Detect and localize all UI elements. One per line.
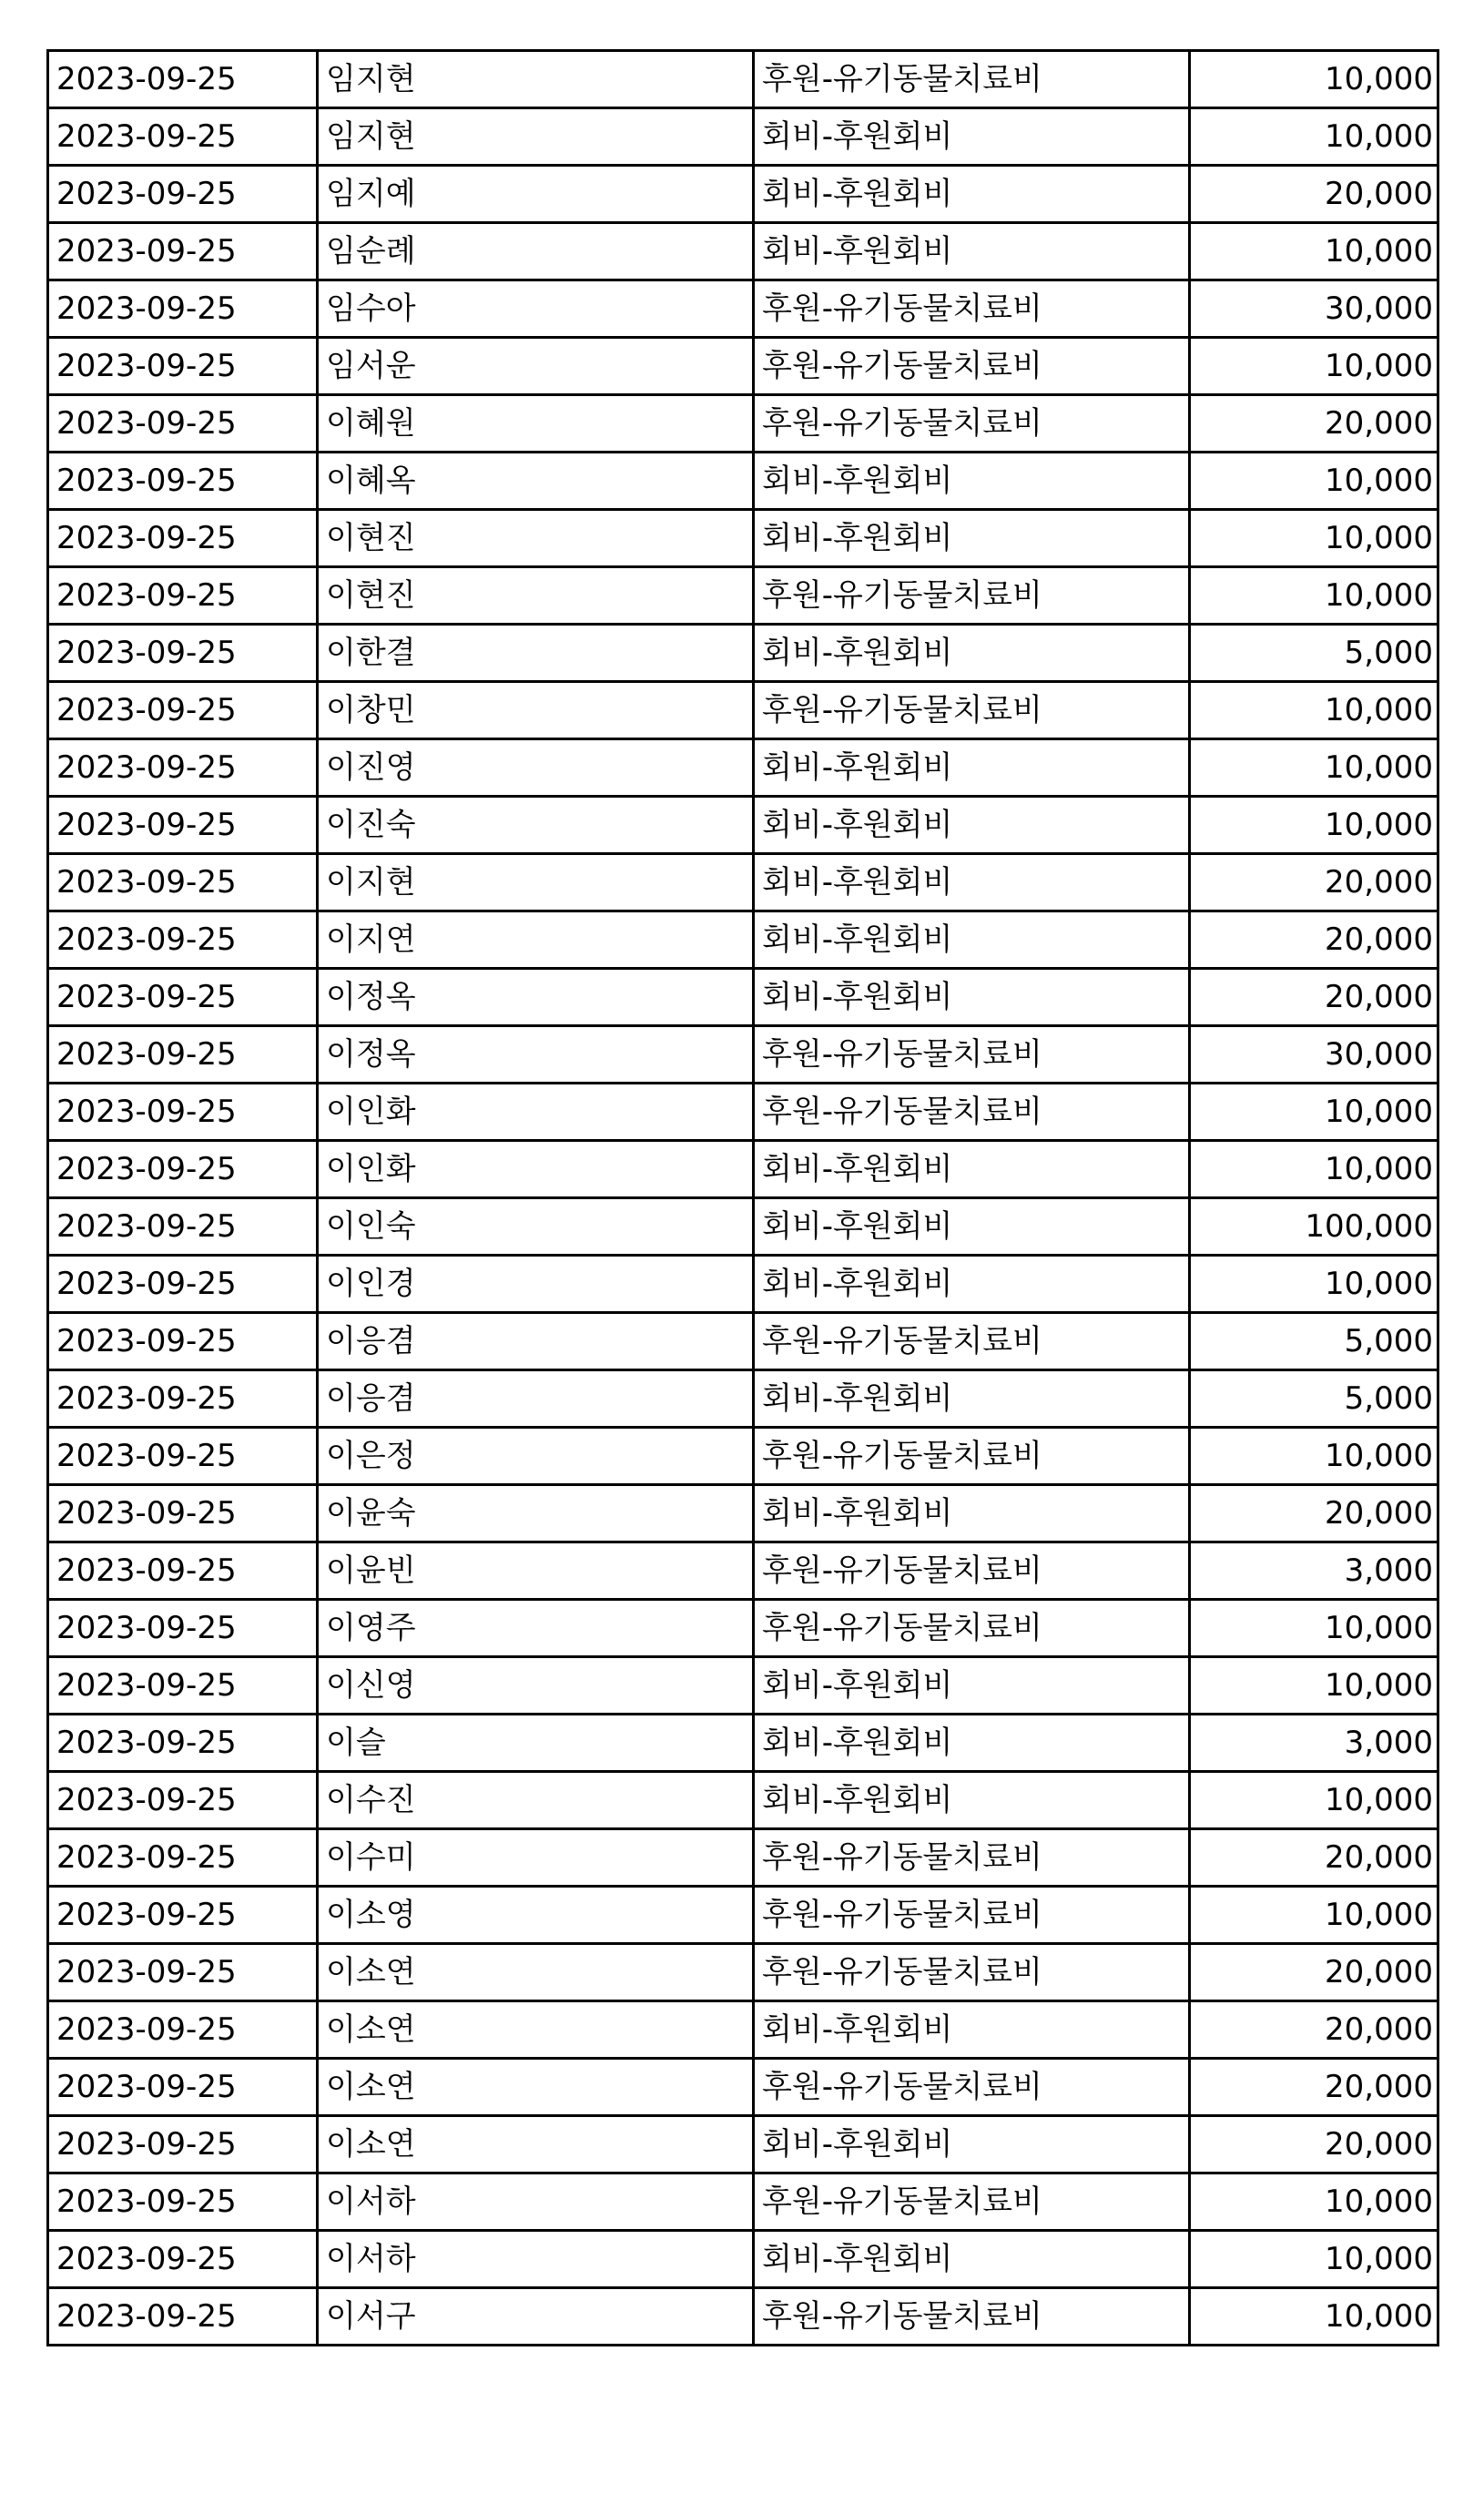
- table-row: [48, 911, 1438, 969]
- amount-cell: 20,000: [1190, 2116, 1438, 2173]
- date-cell: 2023-09-25: [48, 166, 318, 223]
- amount-cell: 10,000: [1190, 51, 1438, 108]
- donor-name-cell: 이서구: [318, 2288, 754, 2346]
- table-row: [48, 1141, 1438, 1198]
- category-cell: 회비-후원회비: [754, 108, 1190, 166]
- category-cell: 후원-유기동물치료비: [754, 51, 1190, 108]
- donor-name-cell: 이신영: [318, 1657, 754, 1715]
- donor-name-cell: 이한결: [318, 625, 754, 682]
- date-cell: 2023-09-25: [48, 51, 318, 108]
- category-cell: 후원-유기동물치료비: [754, 567, 1190, 625]
- table-row: [48, 280, 1438, 338]
- amount-cell: 10,000: [1190, 108, 1438, 166]
- donor-name-cell: 이소영: [318, 1887, 754, 1944]
- category-cell: 후원-유기동물치료비: [754, 1944, 1190, 2001]
- category-cell: 후원-유기동물치료비: [754, 2059, 1190, 2116]
- table-row: [48, 395, 1438, 453]
- amount-cell: 3,000: [1190, 1542, 1438, 1600]
- donor-name-cell: 이혜원: [318, 395, 754, 453]
- date-cell: 2023-09-25: [48, 223, 318, 280]
- amount-cell: 10,000: [1190, 2288, 1438, 2346]
- table-row: [48, 1715, 1438, 1772]
- donor-name-cell: 이수진: [318, 1772, 754, 1829]
- amount-cell: 20,000: [1190, 1829, 1438, 1887]
- donor-name-cell: 이진영: [318, 739, 754, 797]
- table-row: [48, 854, 1438, 911]
- donor-name-cell: 이인화: [318, 1141, 754, 1198]
- donor-name-cell: 이인경: [318, 1256, 754, 1313]
- date-cell: 2023-09-25: [48, 1772, 318, 1829]
- donor-name-cell: 이인숙: [318, 1198, 754, 1256]
- date-cell: 2023-09-25: [48, 1715, 318, 1772]
- category-cell: 회비-후원회비: [754, 911, 1190, 969]
- donor-name-cell: 이서하: [318, 2173, 754, 2231]
- donor-name-cell: 이슬: [318, 1715, 754, 1772]
- category-cell: 회비-후원회비: [754, 453, 1190, 510]
- table-row: [48, 1600, 1438, 1657]
- donor-name-cell: 임지현: [318, 51, 754, 108]
- date-cell: 2023-09-25: [48, 797, 318, 854]
- date-cell: 2023-09-25: [48, 1542, 318, 1600]
- category-cell: 후원-유기동물치료비: [754, 1829, 1190, 1887]
- amount-cell: 20,000: [1190, 969, 1438, 1026]
- amount-cell: 20,000: [1190, 2001, 1438, 2059]
- category-cell: 회비-후원회비: [754, 1657, 1190, 1715]
- amount-cell: 10,000: [1190, 1428, 1438, 1485]
- category-cell: 후원-유기동물치료비: [754, 1600, 1190, 1657]
- category-cell: 회비-후원회비: [754, 1141, 1190, 1198]
- date-cell: 2023-09-25: [48, 625, 318, 682]
- donor-name-cell: 이응겸: [318, 1313, 754, 1370]
- category-cell: 회비-후원회비: [754, 510, 1190, 567]
- category-cell: 후원-유기동물치료비: [754, 1542, 1190, 1600]
- date-cell: 2023-09-25: [48, 969, 318, 1026]
- category-cell: 회비-후원회비: [754, 166, 1190, 223]
- date-cell: 2023-09-25: [48, 854, 318, 911]
- amount-cell: 10,000: [1190, 1084, 1438, 1141]
- amount-cell: 10,000: [1190, 510, 1438, 567]
- date-cell: 2023-09-25: [48, 911, 318, 969]
- date-cell: 2023-09-25: [48, 1313, 318, 1370]
- donor-name-cell: 이소연: [318, 1944, 754, 2001]
- table-row: [48, 338, 1438, 395]
- donor-name-cell: 이창민: [318, 682, 754, 739]
- category-cell: 회비-후원회비: [754, 1772, 1190, 1829]
- donor-name-cell: 임지현: [318, 108, 754, 166]
- category-cell: 후원-유기동물치료비: [754, 338, 1190, 395]
- table-row: [48, 2231, 1438, 2288]
- amount-cell: 5,000: [1190, 625, 1438, 682]
- donor-name-cell: 이정옥: [318, 969, 754, 1026]
- category-cell: 후원-유기동물치료비: [754, 682, 1190, 739]
- donor-name-cell: 임수아: [318, 280, 754, 338]
- table-row: [48, 1829, 1438, 1887]
- category-cell: 후원-유기동물치료비: [754, 1428, 1190, 1485]
- table-row: [48, 510, 1438, 567]
- date-cell: 2023-09-25: [48, 2288, 318, 2346]
- date-cell: 2023-09-25: [48, 682, 318, 739]
- date-cell: 2023-09-25: [48, 1256, 318, 1313]
- date-cell: 2023-09-25: [48, 2231, 318, 2288]
- date-cell: 2023-09-25: [48, 567, 318, 625]
- amount-cell: 10,000: [1190, 338, 1438, 395]
- donation-ledger-table: [46, 49, 1439, 2346]
- amount-cell: 20,000: [1190, 854, 1438, 911]
- donor-name-cell: 이소연: [318, 2059, 754, 2116]
- donor-name-cell: 이서하: [318, 2231, 754, 2288]
- amount-cell: 30,000: [1190, 280, 1438, 338]
- donor-name-cell: 이소연: [318, 2116, 754, 2173]
- table-row: [48, 1370, 1438, 1428]
- amount-cell: 10,000: [1190, 1887, 1438, 1944]
- date-cell: 2023-09-25: [48, 1485, 318, 1542]
- table-row: [48, 166, 1438, 223]
- donor-name-cell: 이응겸: [318, 1370, 754, 1428]
- category-cell: 회비-후원회비: [754, 1485, 1190, 1542]
- donor-name-cell: 이진숙: [318, 797, 754, 854]
- amount-cell: 10,000: [1190, 1256, 1438, 1313]
- date-cell: 2023-09-25: [48, 280, 318, 338]
- category-cell: 회비-후원회비: [754, 854, 1190, 911]
- date-cell: 2023-09-25: [48, 453, 318, 510]
- table-row: [48, 1256, 1438, 1313]
- category-cell: 회비-후원회비: [754, 1198, 1190, 1256]
- amount-cell: 3,000: [1190, 1715, 1438, 1772]
- date-cell: 2023-09-25: [48, 108, 318, 166]
- amount-cell: 30,000: [1190, 1026, 1438, 1084]
- amount-cell: 20,000: [1190, 1485, 1438, 1542]
- date-cell: 2023-09-25: [48, 1887, 318, 1944]
- amount-cell: 5,000: [1190, 1313, 1438, 1370]
- donor-name-cell: 임서운: [318, 338, 754, 395]
- table-row: [48, 2288, 1438, 2346]
- amount-cell: 10,000: [1190, 223, 1438, 280]
- table-row: [48, 625, 1438, 682]
- donor-name-cell: 이은정: [318, 1428, 754, 1485]
- table-row: [48, 453, 1438, 510]
- donor-name-cell: 이현진: [318, 567, 754, 625]
- table-row: [48, 739, 1438, 797]
- donor-name-cell: 이윤빈: [318, 1542, 754, 1600]
- date-cell: 2023-09-25: [48, 510, 318, 567]
- donor-name-cell: 이소연: [318, 2001, 754, 2059]
- amount-cell: 10,000: [1190, 2173, 1438, 2231]
- donor-name-cell: 이영주: [318, 1600, 754, 1657]
- table-row: [48, 969, 1438, 1026]
- category-cell: 회비-후원회비: [754, 1715, 1190, 1772]
- category-cell: 회비-후원회비: [754, 969, 1190, 1026]
- amount-cell: 20,000: [1190, 1944, 1438, 2001]
- date-cell: 2023-09-25: [48, 1600, 318, 1657]
- amount-cell: 10,000: [1190, 2231, 1438, 2288]
- table-row: [48, 1887, 1438, 1944]
- date-cell: 2023-09-25: [48, 1944, 318, 2001]
- amount-cell: 10,000: [1190, 453, 1438, 510]
- date-cell: 2023-09-25: [48, 1657, 318, 1715]
- donor-name-cell: 이현진: [318, 510, 754, 567]
- donor-name-cell: 이지연: [318, 911, 754, 969]
- table-row: [48, 1657, 1438, 1715]
- amount-cell: 20,000: [1190, 395, 1438, 453]
- table-row: [48, 51, 1438, 108]
- donor-name-cell: 임지예: [318, 166, 754, 223]
- date-cell: 2023-09-25: [48, 395, 318, 453]
- amount-cell: 20,000: [1190, 166, 1438, 223]
- category-cell: 회비-후원회비: [754, 1370, 1190, 1428]
- date-cell: 2023-09-25: [48, 1428, 318, 1485]
- amount-cell: 10,000: [1190, 567, 1438, 625]
- date-cell: 2023-09-25: [48, 1141, 318, 1198]
- table-row: [48, 1944, 1438, 2001]
- date-cell: 2023-09-25: [48, 739, 318, 797]
- date-cell: 2023-09-25: [48, 2173, 318, 2231]
- donor-name-cell: 이수미: [318, 1829, 754, 1887]
- table-row: [48, 1026, 1438, 1084]
- table-row: [48, 1542, 1438, 1600]
- category-cell: 후원-유기동물치료비: [754, 1887, 1190, 1944]
- date-cell: 2023-09-25: [48, 1198, 318, 1256]
- donor-name-cell: 이정옥: [318, 1026, 754, 1084]
- date-cell: 2023-09-25: [48, 2059, 318, 2116]
- category-cell: 회비-후원회비: [754, 625, 1190, 682]
- date-cell: 2023-09-25: [48, 1370, 318, 1428]
- table-row: [48, 1198, 1438, 1256]
- amount-cell: 5,000: [1190, 1370, 1438, 1428]
- donor-name-cell: 이혜옥: [318, 453, 754, 510]
- date-cell: 2023-09-25: [48, 2116, 318, 2173]
- category-cell: 회비-후원회비: [754, 739, 1190, 797]
- table-row: [48, 108, 1438, 166]
- date-cell: 2023-09-25: [48, 2001, 318, 2059]
- table-row: [48, 1772, 1438, 1829]
- category-cell: 후원-유기동물치료비: [754, 1026, 1190, 1084]
- date-cell: 2023-09-25: [48, 1829, 318, 1887]
- category-cell: 후원-유기동물치료비: [754, 395, 1190, 453]
- table-row: [48, 682, 1438, 739]
- category-cell: 후원-유기동물치료비: [754, 2173, 1190, 2231]
- category-cell: 회비-후원회비: [754, 2116, 1190, 2173]
- amount-cell: 10,000: [1190, 739, 1438, 797]
- table-row: [48, 1313, 1438, 1370]
- table-row: [48, 2173, 1438, 2231]
- table-row: [48, 1428, 1438, 1485]
- ledger-body: [48, 51, 1438, 2346]
- amount-cell: 10,000: [1190, 1657, 1438, 1715]
- amount-cell: 100,000: [1190, 1198, 1438, 1256]
- amount-cell: 10,000: [1190, 1772, 1438, 1829]
- table-row: [48, 2001, 1438, 2059]
- category-cell: 회비-후원회비: [754, 2001, 1190, 2059]
- amount-cell: 10,000: [1190, 797, 1438, 854]
- table-row: [48, 2116, 1438, 2173]
- category-cell: 후원-유기동물치료비: [754, 280, 1190, 338]
- category-cell: 회비-후원회비: [754, 2231, 1190, 2288]
- donor-name-cell: 이인화: [318, 1084, 754, 1141]
- category-cell: 회비-후원회비: [754, 797, 1190, 854]
- donor-name-cell: 이윤숙: [318, 1485, 754, 1542]
- amount-cell: 10,000: [1190, 1600, 1438, 1657]
- date-cell: 2023-09-25: [48, 1026, 318, 1084]
- amount-cell: 20,000: [1190, 911, 1438, 969]
- amount-cell: 20,000: [1190, 2059, 1438, 2116]
- donor-name-cell: 이지현: [318, 854, 754, 911]
- amount-cell: 10,000: [1190, 682, 1438, 739]
- table-row: [48, 1084, 1438, 1141]
- category-cell: 회비-후원회비: [754, 223, 1190, 280]
- table-row: [48, 223, 1438, 280]
- table-row: [48, 567, 1438, 625]
- table-row: [48, 2059, 1438, 2116]
- table-row: [48, 1485, 1438, 1542]
- table-row: [48, 797, 1438, 854]
- date-cell: 2023-09-25: [48, 338, 318, 395]
- category-cell: 후원-유기동물치료비: [754, 1313, 1190, 1370]
- amount-cell: 10,000: [1190, 1141, 1438, 1198]
- category-cell: 회비-후원회비: [754, 1256, 1190, 1313]
- category-cell: 후원-유기동물치료비: [754, 2288, 1190, 2346]
- category-cell: 후원-유기동물치료비: [754, 1084, 1190, 1141]
- date-cell: 2023-09-25: [48, 1084, 318, 1141]
- donor-name-cell: 임순례: [318, 223, 754, 280]
